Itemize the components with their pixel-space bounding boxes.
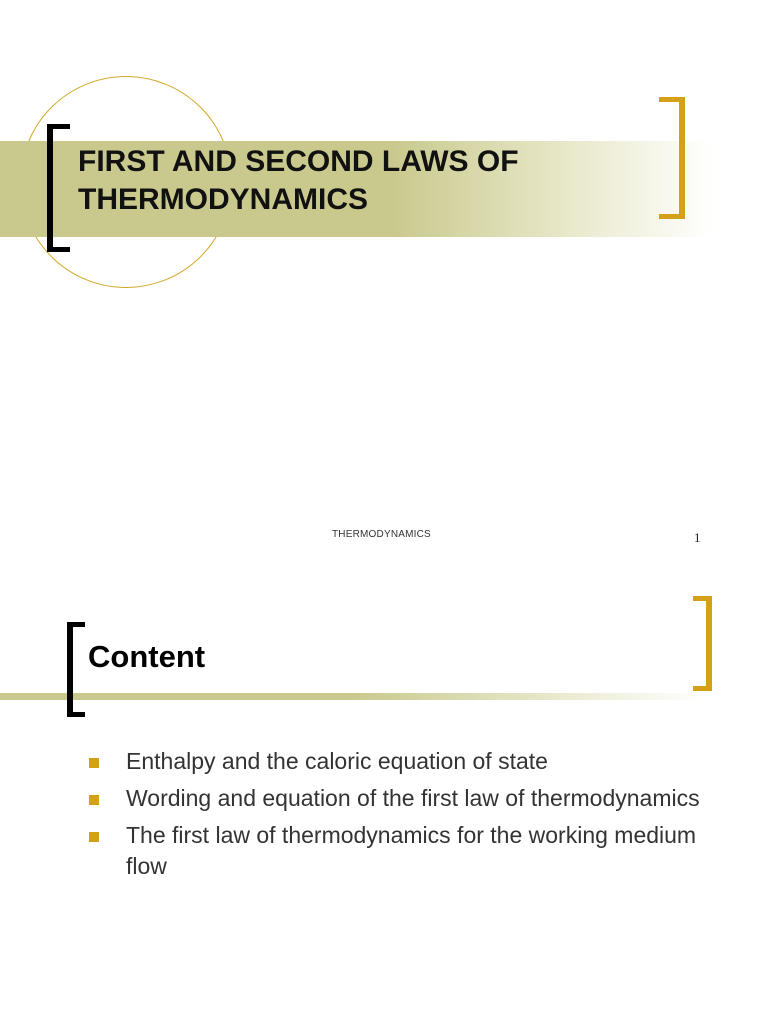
page-number: 1 — [694, 530, 701, 545]
square-bullet-icon — [89, 795, 99, 805]
list-item — [88, 783, 708, 814]
slide-footer: THERMODYNAMICS — [332, 529, 431, 540]
content-slide — [0, 560, 768, 1024]
right-bracket-icon — [659, 97, 685, 219]
list-item — [88, 746, 708, 777]
left-bracket-icon — [67, 622, 85, 717]
left-bracket-icon — [47, 124, 70, 252]
list-item — [88, 820, 708, 882]
content-title: Content — [88, 639, 206, 674]
list-item-text: Enthalpy and the caloric equation of state — [126, 748, 548, 774]
bullet-list — [88, 746, 708, 888]
right-bracket-icon — [693, 596, 712, 691]
list-item-text: The first law of thermodynamics for the working medium flow — [126, 822, 697, 879]
square-bullet-icon — [89, 758, 99, 768]
title-underline-band — [0, 693, 705, 700]
square-bullet-icon — [89, 832, 99, 842]
list-item-text: Wording and equation of the first law of thermodynamics — [126, 785, 700, 811]
slide-title: FIRST AND SECOND LAWS OF THERMODYNAMICS — [78, 145, 519, 216]
